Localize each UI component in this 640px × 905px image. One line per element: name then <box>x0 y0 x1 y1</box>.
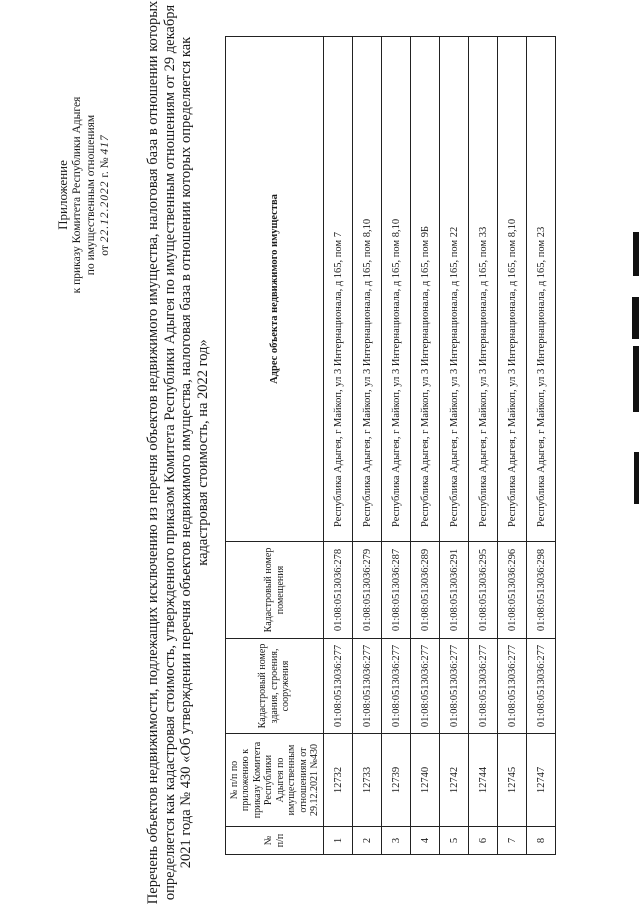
cell-ref: 12742 <box>440 734 469 827</box>
table-row <box>411 37 440 855</box>
cell-building: 01:08:0513036:277 <box>440 639 469 734</box>
cell-num: 5 <box>440 827 469 855</box>
cell-room: 01:08:0513036:295 <box>469 542 498 639</box>
scan-mark <box>633 346 639 412</box>
table-row <box>498 37 527 855</box>
cell-building: 01:08:0513036:277 <box>411 639 440 734</box>
header-ref-num: № п/п по приложению к приказу Комитета Республики Адыгея по имущественным отношениям от 29.12.2021 №430 <box>226 734 324 827</box>
cell-building: 01:08:0513036:277 <box>498 639 527 734</box>
cell-building: 01:08:0513036:277 <box>324 639 353 734</box>
appendix-line1: к приказу Комитета Республики Адыгея <box>71 96 83 294</box>
cell-room: 01:08:0513036:279 <box>353 542 382 639</box>
cell-address: Республика Адыгея, г Майкоп, ул 3 Интернационала, д 165, пом 8,10 <box>382 37 411 542</box>
cell-room: 01:08:0513036:296 <box>498 542 527 639</box>
table-row <box>382 37 411 855</box>
scan-mark <box>632 297 639 339</box>
cell-num: 2 <box>353 827 382 855</box>
cell-ref: 12732 <box>324 734 353 827</box>
appendix-title: Приложение <box>55 160 70 230</box>
table-header-row <box>226 37 324 855</box>
cell-room: 01:08:0513036:298 <box>527 542 556 639</box>
header-address: Адрес объекта недвижимого имущества <box>226 37 324 542</box>
cell-num: 8 <box>527 827 556 855</box>
cell-address: Республика Адыгея, г Майкоп, ул 3 Интернационала, д 165, пом 7 <box>324 37 353 542</box>
cell-ref: 12744 <box>469 734 498 827</box>
document-title: Перечень объектов недвижимости, подлежащих исключению из перечня объектов недвижимого имущества, налоговая база в отношении которых определяется как кадастровая стоимость, утвержденного приказом Комитета Республики Адыгея по имущественным отношениям от 29 декабря 2021 года № 430 «Об утверждении перечня объектов недвижимого имущества, налоговая база в отношении которых определяется как кадастровая стоимость, на 2022 год» <box>145 0 211 905</box>
scan-mark <box>633 232 639 276</box>
table-row <box>469 37 498 855</box>
cell-address: Республика Адыгея, г Майкоп, ул 3 Интернационала, д 165, пом 22 <box>440 37 469 542</box>
cell-address: Республика Адыгея, г Майкоп, ул 3 Интернационала, д 165, пом 23 <box>527 37 556 542</box>
objects-table <box>225 36 556 855</box>
cell-address: Республика Адыгея, г Майкоп, ул 3 Интернационала, д 165, пом 8,10 <box>353 37 382 542</box>
cell-address: Республика Адыгея, г Майкоп, ул 3 Интернационала, д 165, пом 33 <box>469 37 498 542</box>
header-num: № п/п <box>226 827 324 855</box>
cell-ref: 12740 <box>411 734 440 827</box>
header-building-cadastral: Кадастровый номер здания, строения, сооружения <box>226 639 324 734</box>
cell-num: 1 <box>324 827 353 855</box>
cell-building: 01:08:0513036:277 <box>527 639 556 734</box>
cell-num: 4 <box>411 827 440 855</box>
cell-address: Республика Адыгея, г Майкоп, ул 3 Интернационала, д 165, пом 9Б <box>411 37 440 542</box>
cell-num: 7 <box>498 827 527 855</box>
number-prefix: г. № <box>99 157 111 178</box>
cell-building: 01:08:0513036:277 <box>469 639 498 734</box>
cell-building: 01:08:0513036:277 <box>353 639 382 734</box>
scan-mark <box>634 452 639 504</box>
cell-ref: 12745 <box>498 734 527 827</box>
cell-building: 01:08:0513036:277 <box>382 639 411 734</box>
table-row <box>353 37 382 855</box>
appendix-date-line <box>98 95 112 295</box>
appendix-date: 22.12.2022 <box>99 180 111 243</box>
cell-room: 01:08:0513036:278 <box>324 542 353 639</box>
cell-room: 01:08:0513036:287 <box>382 542 411 639</box>
appendix-line2: по имущественным отношениям <box>85 114 97 276</box>
cell-ref: 12733 <box>353 734 382 827</box>
header-room-cadastral: Кадастровый номер помещения <box>226 542 324 639</box>
table-row <box>440 37 469 855</box>
table-row <box>527 37 556 855</box>
cell-room: 01:08:0513036:289 <box>411 542 440 639</box>
date-prefix: от <box>99 245 111 256</box>
cell-ref: 12747 <box>527 734 556 827</box>
cell-num: 3 <box>382 827 411 855</box>
table-row <box>324 37 353 855</box>
cell-num: 6 <box>469 827 498 855</box>
cell-address: Республика Адыгея, г Майкоп, ул 3 Интернационала, д 165, пом 8,10 <box>498 37 527 542</box>
appendix-number: 417 <box>99 134 111 155</box>
cell-ref: 12739 <box>382 734 411 827</box>
cell-room: 01:08:0513036:291 <box>440 542 469 639</box>
